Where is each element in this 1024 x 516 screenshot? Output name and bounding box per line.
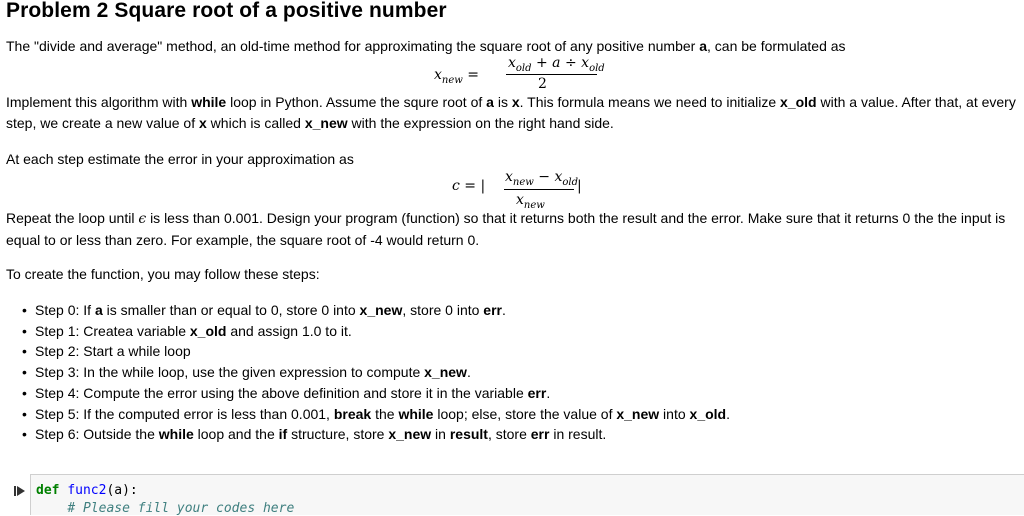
intro-text-1: The "divide and average" method, an old-time method for approximating the square root of any positive number [6,38,700,54]
steps-intro: To create the function, you may follow these steps: [6,266,320,282]
formula1-denominator: 2 [538,76,547,92]
formula2-bar-right: | [577,178,582,194]
page-title: Problem 2 Square root of a positive number [6,0,447,22]
intro-bold-a: a [699,38,708,54]
step-4: • Step 4: Compute the error using the above definition and store it in the variable err. [35,383,730,404]
code-line-2: # Please fill your codes here [67,501,295,516]
step-3: • Step 3: In the while loop, use the given expression to compute x_new. [35,362,730,383]
steps-list [0,300,730,445]
formula2-numerator: $x_{new} - x_{old}$ [505,169,578,188]
step-2: • Step 2: Start a while loop [35,341,730,362]
formula1-fraction-bar [506,74,597,75]
code-line-1: def func2(a): [36,483,138,498]
formula2-fraction-bar [504,189,574,190]
formula2-lhs: c = | [452,178,486,194]
formula2-denominator: $x_{new}$ [516,192,545,211]
intro-text-2: , can be formulated as [707,38,846,54]
step-6: • Step 6: Outside the while loop and the if structure, store x_new in result, store err in result. [35,424,730,445]
intro-paragraph [6,36,846,57]
repeat-paragraph: Repeat the loop until ϵ is less than 0.001. Design your program (function) so that it returns both the result and the error. Make sure that it returns 0 the the input is equal to or less than zero. For example, the square root of -4 would return 0. [6,210,1006,248]
formula1-lhs: $x_{new}$ = [434,67,480,86]
step-1: • Step 1: Createa variable x_old and assign 1.0 to it. [35,321,730,342]
step-0: • Step 0: If a is smaller than or equal to 0, store 0 into x_new, store 0 into err. [35,300,730,321]
formula1-numerator: $x_{old} + a \div x_{old}$ [508,55,605,74]
implement-paragraph: Implement this algorithm with while loop in Python. Assume the squre root of a is x. This formula means we need to initialize x_old with a value. After that, at every step, we create a new value of x which is called x_new with the expression on the right hand side. [6,94,1016,131]
step-5: • Step 5: If the computed error is less than 0.001, break the while loop; else, store the value of x_new into x_old. [35,404,730,425]
run-cell-icon[interactable] [14,484,26,502]
run-icon-svg [14,485,26,497]
error-intro: At each step estimate the error in your approximation as [6,151,354,167]
